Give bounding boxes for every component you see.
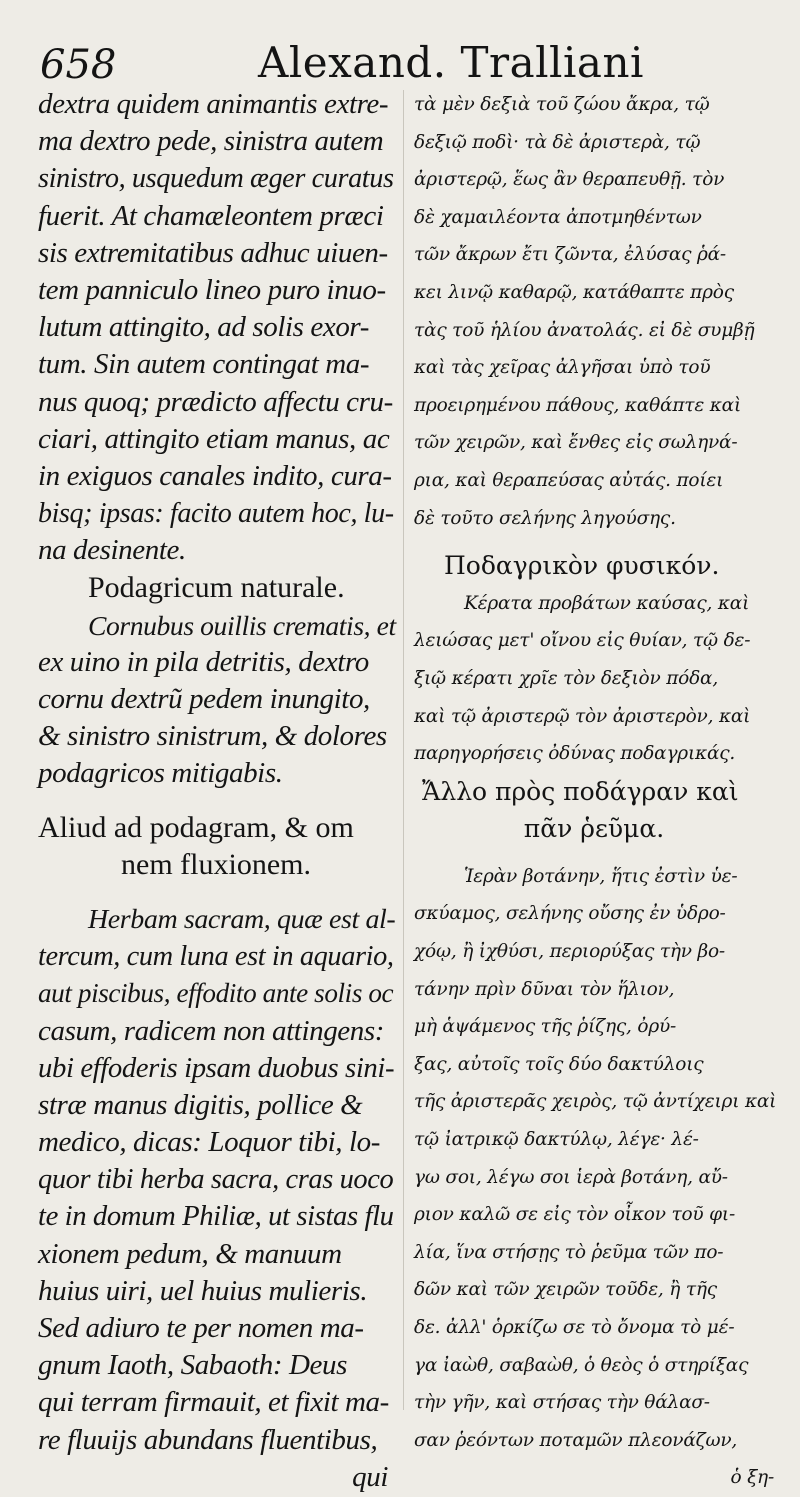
text-line: sis extremitatibus adhuc uiuen- xyxy=(38,236,388,269)
text-line: δῶν καὶ τῶν χειρῶν τοῦδε, ἢ τῆς xyxy=(414,1279,717,1301)
text-line: cornu dextrũ pedem inungito, xyxy=(38,683,370,715)
text-line: dextra quidem animantis extre- xyxy=(38,88,389,120)
heading-line: πᾶν ῥεῦμα. xyxy=(523,814,665,844)
text-line: lutum attingito, ad solis exor- xyxy=(38,311,369,344)
text-line: σκύαμος, σελήνης οὔσης ἐν ὑδρο- xyxy=(414,903,726,925)
text-line: τῆς ἀριστερᾶς χειρὸς, τῷ ἀντίχειρι καὶ xyxy=(414,1091,777,1113)
text-line: γα ἰαὼθ, σαβαὼθ, ὁ θεὸς ὁ στηρίξας xyxy=(414,1354,749,1376)
text-line: Sed adiuro te per nomen ma- xyxy=(38,1312,364,1344)
text-line: ma dextro pede, sinistra autem xyxy=(38,125,384,158)
text-line: re fluuijs abundans fluentibus, xyxy=(38,1423,378,1456)
greek-heading-podagrikon: Ποδαγρικὸν φυσικόν. xyxy=(444,551,720,581)
greek-paragraph-3 xyxy=(414,858,777,1460)
text-line: Ἱερὰν βοτάνην, ἥτις ἐστὶν ὑε- xyxy=(464,865,738,887)
text-line: tum. Sin autem contingat ma- xyxy=(38,348,370,381)
latin-heading-aliud xyxy=(38,809,394,883)
text-line: τῶν ἄκρων ἔτι ζῶντα, ἐλύσας ῥά- xyxy=(414,244,726,266)
latin-paragraph-1 xyxy=(38,86,394,569)
text-line: qui terram firmauit, et fixit ma- xyxy=(38,1386,389,1419)
latin-paragraph-2 xyxy=(38,607,394,793)
text-line: δε. ἀλλ' ὁρκίζω σε τὸ ὄνομα τὸ μέ- xyxy=(414,1317,735,1338)
latin-heading-podagricum: Podagricum naturale. xyxy=(88,571,345,605)
text-line: bisq; ipsas: facito autem hoc, lu- xyxy=(38,498,394,530)
text-line: ubi effoderis ipsam duobus sini- xyxy=(38,1051,395,1084)
text-line: καὶ τὰς χεῖρας ἀλγῆσαι ὑπὸ τοῦ xyxy=(414,357,711,379)
text-line: Κέρατα προβάτων καύσας, καὶ xyxy=(464,592,750,614)
text-line: τὰ μὲν δεξιὰ τοῦ ζώου ἄκρα, τῷ xyxy=(414,94,710,115)
text-line: δὲ τοῦτο σελήνης ληγούσης. xyxy=(414,507,676,529)
text-line: Cornubus ouillis crematis, et xyxy=(88,609,396,641)
text-line: προειρημένου πάθους, καθάπτε καὶ xyxy=(414,394,742,416)
heading-line: nem fluxionem. xyxy=(121,847,311,881)
text-line: in exiguos canales indito, cura- xyxy=(38,459,392,492)
text-line: σαν ῥεόντων ποταμῶν πλεονάζων, xyxy=(414,1429,738,1451)
greek-column xyxy=(414,86,777,1497)
text-line: κει λινῷ καθαρῷ, κατάθαπτε πρὸς xyxy=(414,281,734,303)
text-line: huius uiri, uel huius mulieris. xyxy=(38,1274,368,1307)
latin-column xyxy=(38,86,394,1496)
text-line: χόῳ, ἢ ἰχθύσι, περιορύξας τὴν βο- xyxy=(414,941,725,963)
text-line: na desinente. xyxy=(38,534,186,567)
greek-paragraph-1 xyxy=(414,86,774,537)
text-line: podagricos mitigabis. xyxy=(38,757,283,790)
text-line: γω σοι, λέγω σοι ἱερὰ βοτάνη, αὔ- xyxy=(414,1166,728,1188)
text-line: stræ manus digitis, pollice & xyxy=(38,1088,363,1121)
greek-heading-allo xyxy=(414,773,774,848)
text-line: te in domum Philiæ, ut sistas flu xyxy=(38,1200,394,1233)
text-line: λειώσας μετ' οἴνου εἰς θυίαν, τῷ δε- xyxy=(414,630,751,652)
text-line: xionem pedum, & manuum xyxy=(38,1237,342,1270)
text-line: ρια, καὶ θεραπεύσας αὐτάς. ποίει xyxy=(414,469,724,491)
catchword: qui xyxy=(352,1460,388,1493)
text-line: δὲ χαμαιλέοντα ἀποτμηθέντων xyxy=(414,206,702,228)
running-head: Alexand. Tralliani xyxy=(258,38,644,87)
text-line: nus quoq; prædicto affectu cru- xyxy=(38,385,393,418)
text-line: aut piscibus, effodito ante solis oc xyxy=(38,978,394,1009)
text-line: Herbam sacram, quæ est al- xyxy=(88,903,396,935)
page-number: 658 xyxy=(40,42,117,88)
latin-paragraph-3 xyxy=(38,901,394,1459)
heading-line: Aliud ad podagram, & om xyxy=(38,810,354,844)
text-line: παρηγορήσεις ὀδύνας ποδαγρικάς. xyxy=(414,743,736,765)
text-line: tem panniculo lineo puro inuo- xyxy=(38,273,386,306)
text-line: τάνην πρὶν δῦναι τὸν ἥλιον, xyxy=(414,978,675,1000)
text-line: ἀριστερῷ, ἕως ἂν θεραπευθῇ. τὸν xyxy=(414,169,725,191)
text-line: τὰς τοῦ ἡλίου ἀνατολάς. εἰ δὲ συμβῇ xyxy=(414,319,755,341)
text-line: τῷ ἰατρικῷ δακτύλῳ, λέγε· λέ- xyxy=(414,1129,699,1151)
column-divider xyxy=(403,90,404,1410)
text-line: gnum Iaoth, Sabaoth: Deus xyxy=(38,1349,347,1382)
text-line: δεξιῷ ποδὶ· τὰ δὲ ἀριστερὰ, τῷ xyxy=(414,131,701,153)
text-line: τὴν γῆν, καὶ στήσας τὴν θάλασ- xyxy=(414,1392,710,1414)
text-line: sinistro, usquedum æger curatus xyxy=(38,163,394,195)
text-line: λία, ἵνα στήσῃς τὸ ῥεῦμα τῶν πο- xyxy=(414,1241,724,1263)
heading-line: Ἄλλο πρὸς ποδάγραν καὶ xyxy=(422,776,739,806)
text-line: fuerit. At chamæleontem præci xyxy=(38,199,384,232)
text-line: quor tibi herba sacra, cras uoco xyxy=(38,1164,394,1196)
greek-paragraph-2 xyxy=(414,585,774,773)
text-line: ριον καλῶ σε εἰς τὸν οἶκον τοῦ φι- xyxy=(414,1204,736,1226)
text-line: καὶ τῷ ἀριστερῷ τὸν ἀριστερὸν, καὶ xyxy=(414,705,751,727)
text-line: & sinistro sinistrum, & dolores xyxy=(38,720,387,753)
text-line: μὴ ἁψάμενος τῆς ῥίζης, ὀρύ- xyxy=(414,1016,677,1038)
text-line: ξιῷ κέρατι χρῖε τὸν δεξιὸν πόδα, xyxy=(414,667,719,689)
text-line: casum, radicem non attingens: xyxy=(38,1014,385,1047)
text-line: ex uino in pila detritis, dextro xyxy=(38,645,369,678)
catchword: ὁ ξη- xyxy=(730,1467,774,1489)
text-line: τῶν χειρῶν, καὶ ἔνθες εἰς σωληνά- xyxy=(414,432,738,454)
text-line: ciari, attingito etiam manus, ac xyxy=(38,422,390,455)
text-line: ξας, αὐτοῖς τοῖς δύο δακτύλοις xyxy=(414,1053,704,1075)
text-line: medico, dicas: Loquor tibi, lo- xyxy=(38,1126,381,1159)
text-line: tercum, cum luna est in aquario, xyxy=(38,941,394,973)
